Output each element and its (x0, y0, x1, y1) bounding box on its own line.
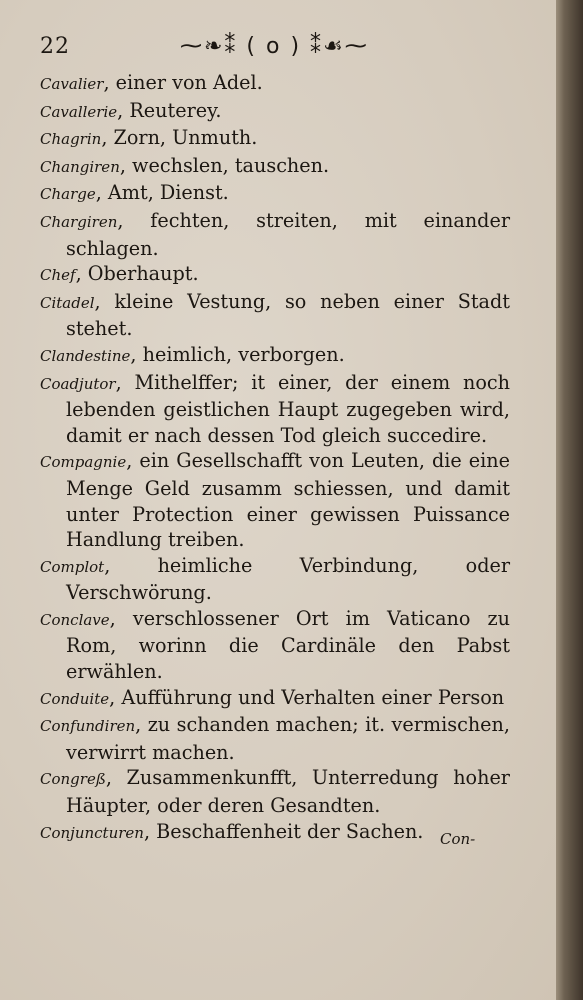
entry-definition: , fechten, streiten, mit einander schlagen. (66, 208, 510, 260)
header-ornament: ⁓❧⁑ ( o ) ⁑☙⁓ (180, 34, 369, 59)
dictionary-entries (40, 70, 510, 846)
entry-definition: , Beschaffenheit der Sachen. (143, 819, 424, 843)
dictionary-entry (40, 153, 510, 181)
dictionary-entry (40, 289, 510, 342)
entry-term: Chargiren (40, 212, 118, 231)
entry-term: Conclave (40, 610, 110, 629)
dictionary-entry (40, 712, 510, 765)
page-edge (556, 0, 583, 1000)
dictionary-entry (40, 685, 510, 713)
page-number: 22 (40, 34, 70, 59)
entry-definition: , ein Gesellschafft von Leuten, die eine Menge Geld zusamm schiessen, und damit unter Protection einer gewissen Puissance Handlung treiben. (66, 449, 510, 552)
entry-definition: , einer von Adel. (103, 71, 263, 94)
entry-definition: , verschlossener Ort im Vaticano zu Rom, worinn die Cardinäle den Pabst erwählen. (66, 606, 510, 684)
entry-definition: , heimlich, verborgen. (130, 342, 345, 366)
entry-term: Complot (40, 557, 105, 576)
dictionary-entry (40, 125, 510, 153)
entry-term: Cavallerie (40, 102, 118, 121)
dictionary-entry (40, 70, 510, 98)
entry-definition: , Reuterey. (117, 98, 222, 122)
entry-term: Chagrin (40, 130, 102, 149)
entry-term: Conduite (40, 689, 110, 708)
dictionary-entry (40, 208, 510, 261)
entry-term: Clandestine (40, 346, 131, 365)
entry-definition: , Aufführung und Verhalten einer Person (109, 685, 505, 709)
entry-term: Charge (40, 185, 96, 204)
entry-term: Congreß (40, 770, 106, 789)
entry-term: Cavalier (40, 75, 104, 93)
entry-definition: , Mithelffer; it einer, der einem noch lebenden geistlichen Haupt zugegeben wird, damit er nach dessen Tod gleich succedire. (66, 370, 510, 447)
entry-definition: , heimliche Verbindung, oder Verschwörung. (66, 553, 510, 605)
entry-term: Citadel (40, 293, 95, 312)
dictionary-entry (40, 261, 510, 289)
entry-definition: , zu schanden machen; it. vermischen, verwirrt machen. (66, 713, 510, 764)
entry-term: Chef (40, 266, 76, 285)
entry-definition: , Oberhaupt. (75, 262, 199, 286)
entry-term: Changiren (40, 157, 120, 176)
entry-term: Coadjutor (40, 374, 116, 393)
entry-definition: , Zusammenkunfft, Unterredung hoher Häupter, oder deren Gesandten. (66, 766, 510, 818)
entry-definition: , Amt, Dienst. (95, 181, 229, 205)
entry-term: Compagnie (40, 453, 127, 472)
entry-term: Confundiren (40, 717, 136, 736)
page-header (40, 34, 520, 64)
dictionary-entry (40, 448, 510, 552)
entry-definition: , wechslen, tauschen. (119, 153, 330, 177)
dictionary-entry (40, 606, 510, 685)
dictionary-entry (40, 765, 510, 818)
dictionary-entry (40, 553, 510, 606)
entry-definition: , Zorn, Unmuth. (101, 126, 258, 150)
entry-definition: , kleine Vestung, so neben einer Stadt stehet. (66, 289, 510, 341)
catchword: Con- (440, 830, 476, 848)
dictionary-entry (40, 180, 510, 208)
dictionary-entry (40, 342, 510, 370)
dictionary-entry (40, 370, 510, 449)
entry-term: Conjuncturen (40, 823, 144, 842)
dictionary-entry (40, 98, 510, 126)
